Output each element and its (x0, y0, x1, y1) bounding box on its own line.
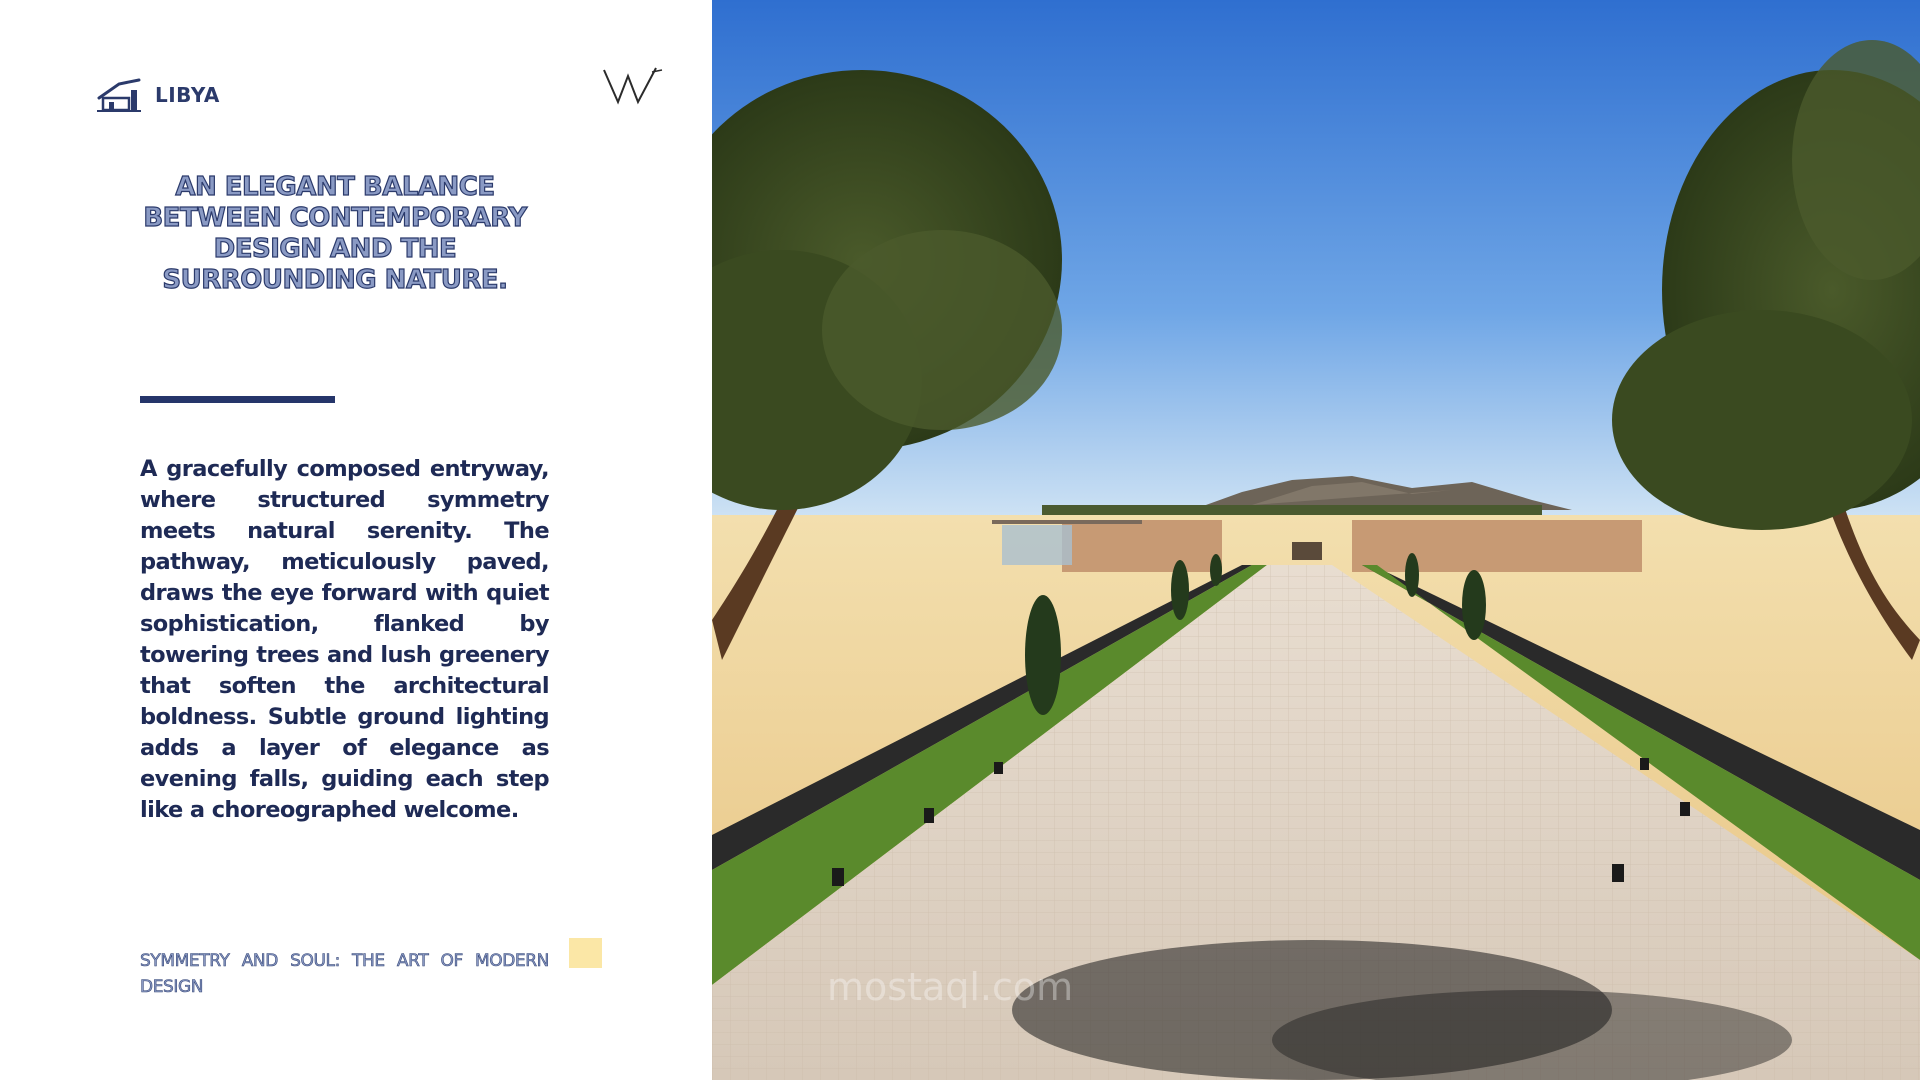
vehicle (1292, 542, 1322, 560)
brand (97, 78, 220, 112)
ground-light (832, 868, 844, 886)
brand-name: LIBYA (155, 83, 220, 107)
house-chart-icon (97, 78, 141, 112)
cypress-left-1 (1025, 595, 1061, 715)
text-panel (0, 0, 712, 1080)
footer-caption: SYMMETRY AND SOUL: THE ART OF MODERN DESIGN (140, 951, 549, 997)
accent-square (569, 938, 602, 968)
rendering-image (712, 0, 1920, 1080)
logo-w-mark (602, 66, 664, 106)
description-paragraph: A gracefully composed entryway, where structured symmetry meets natural serenity. The pathway, meticulously paved, draws the eye forward with quiet sophistication, flanked by towering trees and lush greenery that soften the architectural boldness. Subtle ground lighting adds a layer of elegance as evening falls, guiding each step like a choreographed welcome. (140, 456, 549, 823)
divider (140, 396, 335, 403)
wall-left (1062, 520, 1222, 572)
headline: AN ELEGANT BALANCE BETWEEN CONTEMPORARY DESIGN AND THE SURROUNDING NATURE. (143, 172, 527, 295)
cypress-right-1 (1462, 570, 1486, 640)
wall-right (1352, 520, 1642, 572)
watermark-text: mostaql.com (827, 965, 1074, 1009)
